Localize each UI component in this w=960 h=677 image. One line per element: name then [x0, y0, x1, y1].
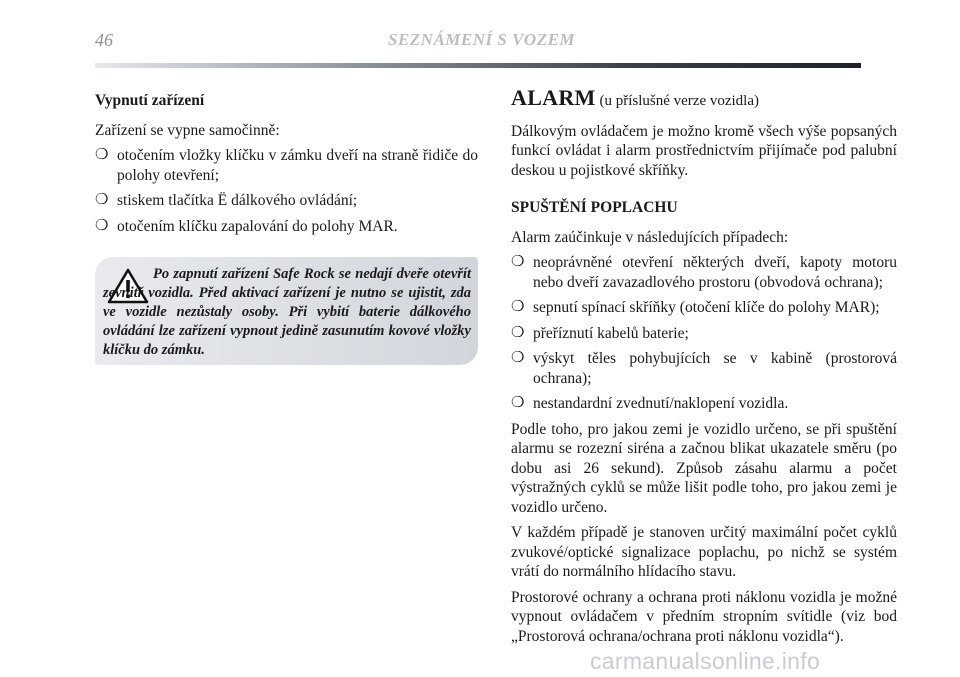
bullet-icon: ❍: [511, 254, 525, 270]
list-item: [511, 349, 897, 388]
list-item-text: neoprávněné otevření některých dveří, kapoty motoru nebo dveří zavazadlového prostoru (obvodová ochrana);: [533, 254, 897, 291]
section-title: SEZNÁMENÍ S VOZEM: [388, 30, 576, 49]
list-item-text: přeříznutí kabelů baterie;: [533, 324, 689, 342]
warning-text: Po zapnutí zařízení Safe Rock se nedají dveře otevřít zevnitř vozidla. Před aktivací zařízení je nutno se ujistit, zda ve vozidle nezůstaly osoby. Při vybití baterie dálkového ovládání lze zařízení vypnout jedině zasunutím kovové vložky klíčku do zámku.: [103, 266, 471, 358]
bullet-icon: ❍: [511, 324, 525, 341]
warning-box: [95, 257, 478, 365]
bullet-icon: ❍: [511, 299, 525, 315]
list-item: [95, 217, 478, 237]
bullet-icon: ❍: [511, 395, 525, 411]
watermark: carmanualsonline.info: [590, 648, 821, 674]
subsection-heading: Vypnutí zařízení: [95, 92, 205, 109]
paragraph: V každém případě je stanoven určitý maximální počet cyklů zvukové/optické signalizace poplachu, po nichž se systém vrátí do normálního hlídacího stavu.: [511, 524, 897, 580]
right-column: [511, 85, 897, 652]
list-item: [95, 146, 478, 185]
alarm-heading: [511, 85, 897, 112]
bullet-icon: ❍: [95, 217, 109, 234]
subsection-heading: SPUŠTĚNÍ POPLACHU: [511, 199, 678, 216]
page-number: 46: [95, 30, 113, 50]
alarm-title-suffix: (u příslušné verze vozidla): [599, 93, 760, 109]
list-item: [95, 191, 478, 211]
bullet-list: [95, 146, 478, 236]
list-item-text: sepnutí spínací skříňky (otočení klíče do polohy MAR);: [533, 299, 880, 316]
bullet-list: [511, 253, 897, 414]
list-item-text: nestandardní zvednutí/naklopení vozidla.: [533, 395, 789, 412]
paragraph: Podle toho, pro jakou zemi je vozidlo určeno, se při spuštění alarmu se rozezní siréna a začnou blikat ukazatele směru (po dobu asi 26 sekund). Způsob zásahu alarmu a počet výstražných cyklů se může lišit podle toho, pro jakou zemi je vozidlo určeno.: [511, 420, 897, 516]
paragraph: Alarm zaúčinkuje v následujících případech:: [511, 228, 789, 246]
alarm-title: ALARM: [511, 85, 596, 110]
list-item-text: stiskem tlačítka Ë dálkového ovládání;: [117, 192, 358, 209]
header-divider: [95, 63, 861, 68]
bullet-icon: ❍: [95, 192, 109, 208]
list-item-text: výskyt těles pohybujících se v kabině (prostorová ochrana);: [533, 350, 897, 387]
paragraph: Dálkovým ovládačem je možno kromě všech výše popsaných funkcí ovládat i alarm prostřednictvím přijímače pod palubní deskou u pojistkové skříňky.: [511, 122, 897, 179]
list-item-text: otočením vložky klíčku v zámku dveří na straně řidiče do polohy otevření;: [117, 147, 478, 184]
paragraph: Zařízení se vypne samočinně:: [95, 121, 280, 139]
bullet-icon: ❍: [511, 350, 525, 366]
paragraph: Prostorové ochrany a ochrana proti náklonu vozidla je možné vypnout ovládačem v předním stropním svítidle (viz bod „Prostorová ochrana/ochrana proti náklonu vozidla“).: [511, 588, 897, 645]
list-item: [511, 394, 897, 414]
list-item-text: otočením klíčku zapalování do polohy MAR.: [117, 217, 398, 235]
list-item: [511, 298, 897, 318]
bullet-icon: ❍: [95, 147, 109, 163]
list-item: [511, 324, 897, 344]
list-item: [511, 253, 897, 292]
left-column: [95, 88, 478, 242]
